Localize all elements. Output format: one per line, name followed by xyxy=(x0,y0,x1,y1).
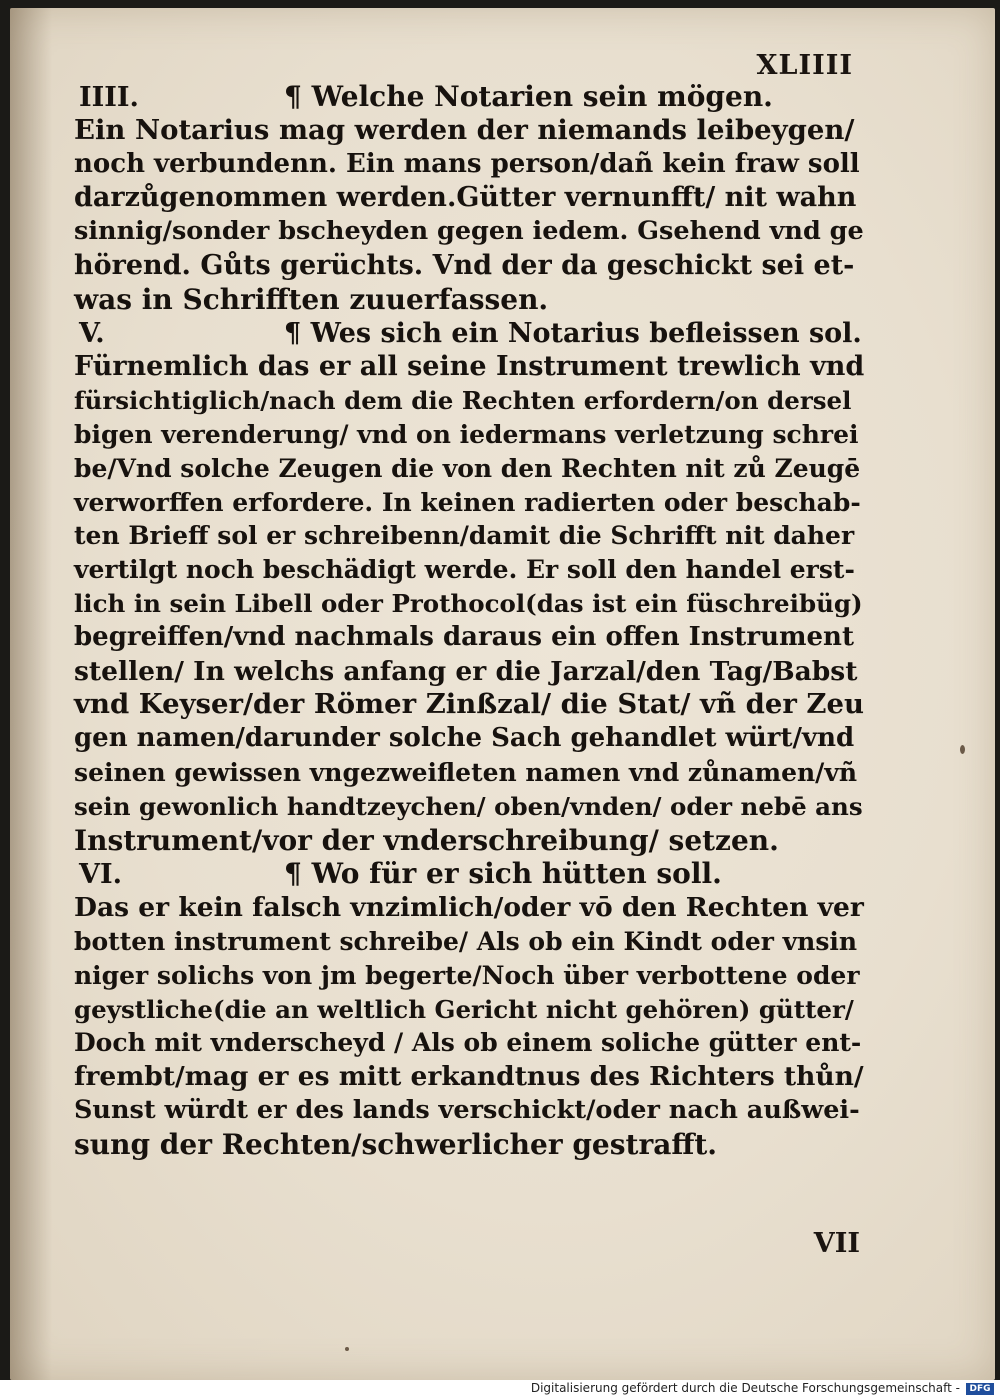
section-heading xyxy=(74,317,864,351)
folio-number: XLIIII xyxy=(756,50,853,81)
gutter-shadow xyxy=(10,8,52,1380)
dfg-logo-icon: DFG xyxy=(966,1383,994,1395)
text-line: vnd Keyser/der Römer Zinßzal/ die Stat/ vñ der Zeu xyxy=(74,688,864,721)
section-number: IIII. xyxy=(79,82,139,113)
text-line: was in Schrifften zuuerfassen. xyxy=(74,282,549,316)
text-line: vertilgt noch beschädigt werde. Er soll den handel erst- xyxy=(74,555,855,585)
text-line: Ein Notarius mag werden der niemands leibeygen/ xyxy=(74,113,855,146)
text-line: hörend. Gůts gerüchts. Vnd der da geschickt sei et- xyxy=(74,249,855,281)
text-line: lich in sein Libell oder Prothocol(das ist ein füschreibüg) xyxy=(74,588,863,618)
text-line: noch verbundenn. Ein mans person/dañ kein fraw soll xyxy=(74,148,860,179)
section-number: V. xyxy=(79,317,105,349)
text-line: botten instrument schreibe/ Als ob ein Kindt oder vnsin xyxy=(74,926,858,956)
section-heading xyxy=(74,857,864,891)
section-title: ¶ Wes sich ein Notarius befleissen sol. xyxy=(284,317,862,349)
text-line: Sunst würdt er des lands verschickt/oder nach außwei- xyxy=(74,1094,860,1125)
catchword: VII xyxy=(813,1228,860,1259)
text-line: frembt/mag er es mitt erkandtnus des Richters thůn/ xyxy=(74,1061,864,1093)
text-line: bigen verenderung/ vnd on iedermans verletzung schrei xyxy=(74,419,859,449)
text-block xyxy=(74,80,864,1162)
text-line: stellen/ In welchs anfang er die Jarzal/den Tag/Babst xyxy=(74,655,858,687)
text-line: verworffen erfordere. In keinen radierten oder beschab- xyxy=(74,487,861,517)
text-line: ten Brieff sol er schreibenn/damit die Schrifft nit daher xyxy=(74,521,855,551)
footer-bar xyxy=(0,1380,1000,1397)
text-line: seinen gewissen vngezweifleten namen vnd zůnamen/vñ xyxy=(74,757,858,787)
section-number: VI. xyxy=(79,859,122,891)
footer-credit: Digitalisierung gefördert durch die Deutsche Forschungsgemeinschaft - xyxy=(530,1381,960,1395)
ink-speck xyxy=(960,745,965,754)
text-line: Doch mit vnderscheyd / Als ob einem soliche gütter ent- xyxy=(74,1028,862,1058)
text-line: fürsichtiglich/nach dem die Rechten erfordern/on dersel xyxy=(74,386,852,416)
ink-speck xyxy=(345,1347,349,1351)
text-line: darzůgenommen werden.Gütter vernunfft/ nit wahn xyxy=(74,182,857,214)
text-line: begreiffen/vnd nachmals daraus ein offen Instrument xyxy=(74,621,854,652)
text-line: sinnig/sonder bscheyden gegen iedem. Gsehend vnd ge xyxy=(74,216,864,247)
text-line: be/Vnd solche Zeugen die von den Rechten nit zů Zeugē xyxy=(74,453,861,483)
section-title: ¶ Wo für er sich hütten soll. xyxy=(284,857,722,891)
text-line: geystliche(die an weltlich Gericht nicht gehören) gütter/ xyxy=(74,994,854,1024)
text-line: gen namen/darunder solche Sach gehandlet würt/vnd xyxy=(74,723,855,754)
text-line: Instrument/vor der vnderschreibung/ setzen. xyxy=(74,823,779,857)
text-line: sung der Rechten/schwerlicher gestrafft. xyxy=(74,1127,718,1161)
text-line: niger solichs von jm begerte/Noch über verbottene oder xyxy=(74,960,860,990)
text-line: Fürnemlich das er all seine Instrument trewlich vnd xyxy=(74,351,865,383)
text-line: sein gewonlich handtzeychen/ oben/vnden/ oder nebē ans xyxy=(74,791,863,821)
section-title: ¶ Welche Notarien sein mögen. xyxy=(284,80,773,113)
text-line: Das er kein falsch vnzimlich/oder vō den Rechten ver xyxy=(74,892,864,924)
section-heading xyxy=(74,80,864,114)
